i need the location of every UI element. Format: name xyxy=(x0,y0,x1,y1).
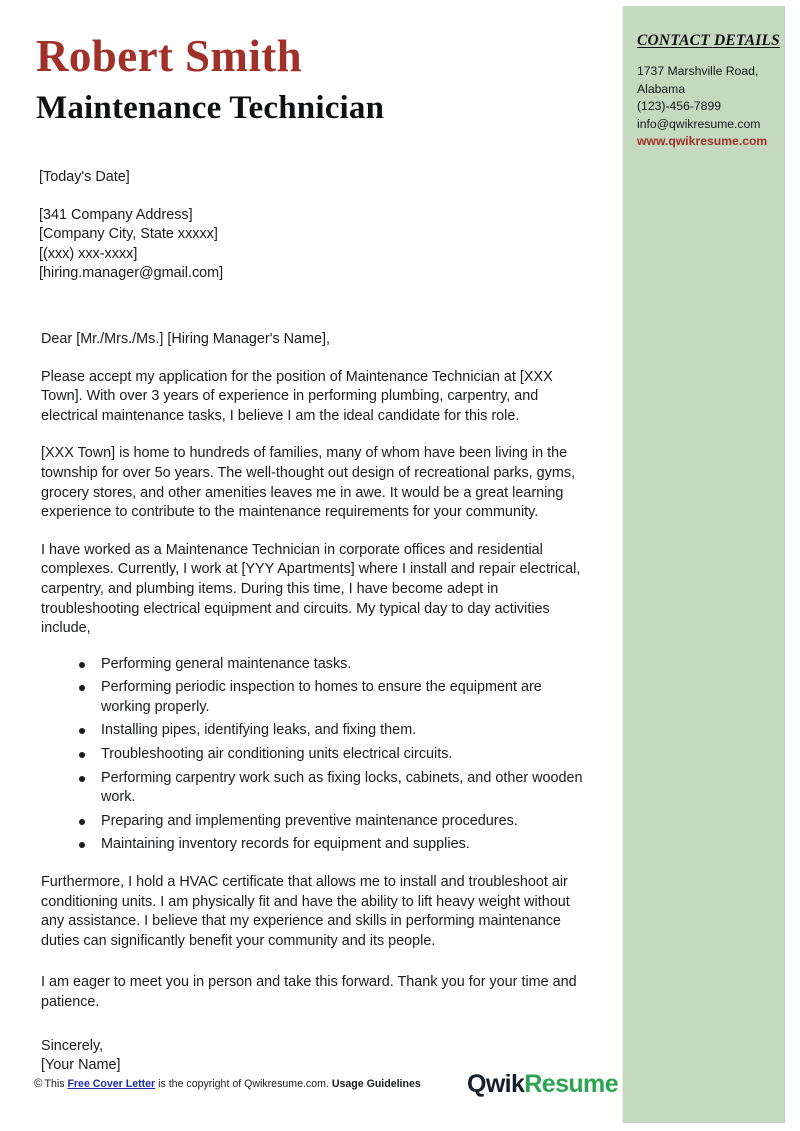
responsibilities-list xyxy=(39,655,588,855)
copyright-notice xyxy=(34,1077,421,1092)
letter-paragraph-2: [XXX Town] is home to hundreds of families, many of whom have been living in the township for over 5o years. The well-thought out design of recreational parks, gyms, grocery stores, and other amenities leaves me in awe. It would be a great learning experience to contribute to the maintenance requirements for your community. xyxy=(41,445,576,521)
contact-details-list xyxy=(637,63,770,151)
page-footer xyxy=(34,1070,622,1098)
usage-guidelines-link[interactable]: Usage Guidelines xyxy=(331,1077,421,1090)
letter-paragraph-5: I am eager to meet you in person and take this forward. Thank you for your time and patience. xyxy=(41,974,577,1010)
contact-details-content xyxy=(623,6,784,151)
letter-date: [Today's Date] xyxy=(39,169,130,185)
contact-details-sidebar xyxy=(622,6,785,1123)
letter-paragraph-1: Please accept my application for the position of Maintenance Technician at [XXX Town]. With over 3 years of experience in performing plumbing, carpentry, and electrical maintenance tasks, I believe I am the ideal candidate for this role. xyxy=(41,368,553,424)
applicant-job-title: Maintenance Technician xyxy=(36,90,385,126)
recipient-street-address: [341 Company Address] xyxy=(39,206,193,223)
logo-text-qwik: Qwik xyxy=(466,1070,525,1098)
contact-website-link[interactable]: www.qwikresume.com xyxy=(637,134,768,149)
letter-body xyxy=(34,168,588,1076)
list-item: Preparing and implementing preventive maintenance procedures. xyxy=(79,812,588,832)
letter-salutation: Dear [Mr./Mrs./Ms.] [Hiring Manager's Name], xyxy=(41,330,331,347)
recipient-phone: [(xxx) xxx-xxxx] xyxy=(39,245,138,262)
closing-salutation: Sincerely, xyxy=(41,1037,104,1054)
copyright-prefix: This xyxy=(44,1077,65,1090)
copyright-middle-text: is the copyright of Qwikresume.com. xyxy=(158,1077,329,1090)
recipient-city-state-zip: [Company City, State xxxxx] xyxy=(39,226,218,243)
list-item: Troubleshooting air conditioning units electrical circuits. xyxy=(79,745,588,765)
recipient-email: [hiring.manager@gmail.com] xyxy=(39,265,224,282)
contact-details-heading: CONTACT DETAILS xyxy=(637,32,780,49)
contact-address-line-1: 1737 Marshville Road, xyxy=(637,64,759,79)
contact-email[interactable]: info@qwikresume.com xyxy=(637,116,761,131)
contact-address-line-2: Alabama xyxy=(637,81,686,96)
applicant-name: Robert Smith xyxy=(36,31,303,81)
signature-name: [Your Name] xyxy=(41,1057,121,1074)
list-item: Performing periodic inspection to homes to ensure the equipment are working properly. xyxy=(79,678,588,717)
list-item: Performing general maintenance tasks. xyxy=(79,655,588,675)
list-item: Maintaining inventory records for equipment and supplies. xyxy=(79,835,588,855)
logo-text-resume: Resume xyxy=(524,1070,618,1098)
qwikresume-logo[interactable] xyxy=(467,1070,618,1098)
recipient-address-block xyxy=(39,206,588,284)
letter-paragraph-3: I have worked as a Maintenance Technician in corporate offices and residential complexes. Currently, I work at [YYY Apartments] where I install and repair electrical, carpentry, and plumbing items. During this time, I have become adept in troubleshooting electrical equipment and circuits. My typical day to day activities include, xyxy=(41,541,581,637)
free-cover-letter-link[interactable]: Free Cover Letter xyxy=(67,1077,156,1090)
copyright-icon: © xyxy=(34,1078,43,1091)
contact-phone: (123)-456-7899 xyxy=(637,99,722,114)
letter-paragraph-4: Furthermore, I hold a HVAC certificate that allows me to install and troubleshoot air conditioning units. I am physically fit and have the ability to lift heavy weight without any assistance. I believe that my experience and skills in performing maintenance duties can significantly benefit your community and its people. xyxy=(41,874,570,949)
list-item: Installing pipes, identifying leaks, and fixing them. xyxy=(79,721,588,741)
list-item: Performing carpentry work such as fixing locks, cabinets, and other wooden work. xyxy=(79,769,588,808)
